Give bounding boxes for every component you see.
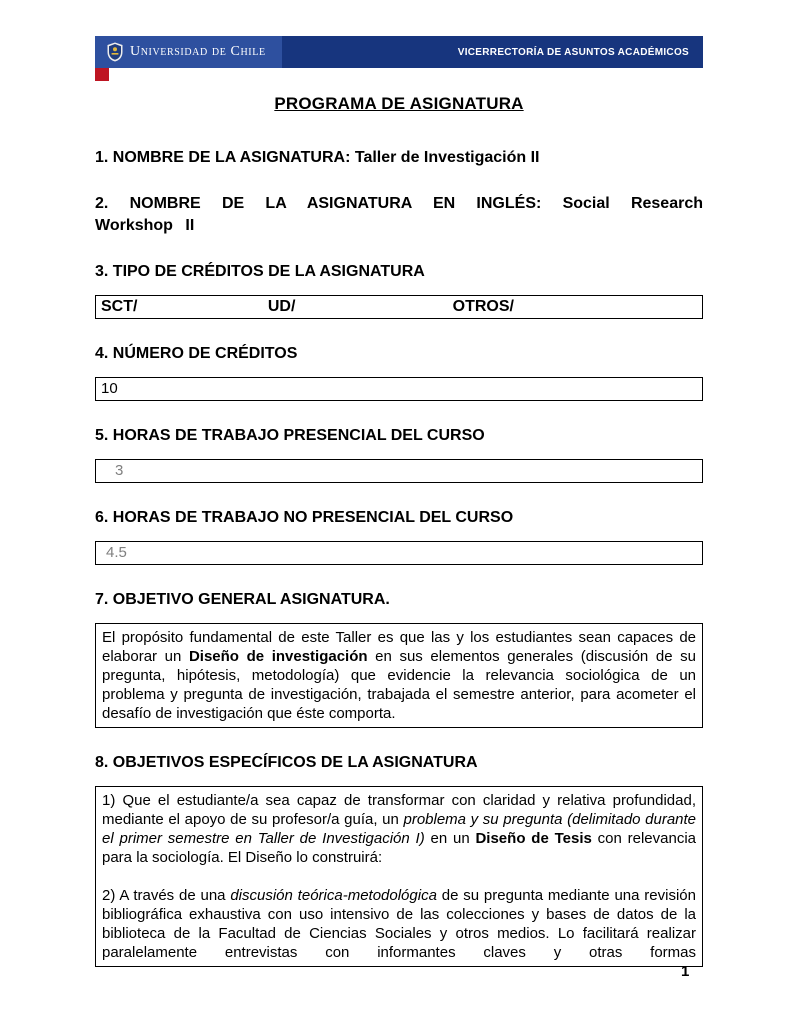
university-logo [95,36,282,68]
specific-objective-paragraph-2: 2) A través de una discusión teórica-metodológica de su pregunta mediante una revisión bibliográfica exhaustiva con uso intensivo de las colecciones y bases de datos de la biblioteca de la Facultad de Ciencias Sociales y otros medios. Lo facilitará realizar paralelamente entrevistas con informantes claves y otras formas [102,887,696,961]
section-5-heading: 5. HORAS DE TRABAJO PRESENCIAL DEL CURSO [95,427,485,444]
credits-number-value: 10 [101,380,118,397]
page-title: PROGRAMA DE ASIGNATURA [274,94,524,113]
credit-field-sct: SCT/ [101,298,138,315]
general-objective-box [95,623,703,728]
general-objective-paragraph: El propósito fundamental de este Taller es que las y los estudiantes sean capaces de elaborar un Diseño de investigación en sus elementos generales (discusión de su pregunta, hipótesis, metodología) que evidencie la relevancia sociológica de un problema y pregunta de investigación, trabajada el semestre anterior, para acometer el desafío de investigación que éste comporta. [102,629,697,722]
section-7-heading: 7. OBJETIVO GENERAL ASIGNATURA. [95,591,390,608]
section-8-heading: 8. OBJETIVOS ESPECÍFICOS DE LA ASIGNATURA [95,754,478,771]
specific-objectives-box [95,786,703,967]
presential-hours-box [95,459,703,483]
non-presential-hours-value: 4.5 [106,544,127,561]
credits-number-box [95,377,703,401]
credit-type-box [95,295,703,319]
brand-red-square [95,68,109,81]
section-1-heading: 1. NOMBRE DE LA ASIGNATURA: Taller de Investigación II [95,149,540,166]
specific-objective-paragraph-1: 1) Que el estudiante/a sea capaz de transformar con claridad y relativa profundidad, mediante el apoyo de su profesor/a guía, un problema y su pregunta (delimitado durante el primer semestre en Taller de Investigación I) en un Diseño de Tesis con relevancia para la sociología. El Diseño lo construirá: [102,792,697,866]
page-number: 1 [681,963,690,980]
university-shield-icon [107,42,123,62]
section-3-heading: 3. TIPO DE CRÉDITOS DE LA ASIGNATURA [95,263,425,280]
presential-hours-value: 3 [115,462,124,479]
vicerrectoria-label: VICERRECTORÍA DE ASUNTOS ACADÉMICOS [457,46,689,58]
section-6-heading: 6. HORAS DE TRABAJO NO PRESENCIAL DEL CURSO [95,509,514,526]
university-name: Universidad de Chile [130,44,266,59]
header-bar [95,36,703,68]
section-4-heading: 4. NÚMERO DE CRÉDITOS [95,345,298,362]
credit-field-ud: UD/ [267,298,296,315]
non-presential-hours-box [95,541,703,565]
credit-field-otros: OTROS/ [452,298,514,315]
section-2-heading: 2. NOMBRE DE LA ASIGNATURA EN INGLÉS: Social Research Workshop II [95,195,703,234]
